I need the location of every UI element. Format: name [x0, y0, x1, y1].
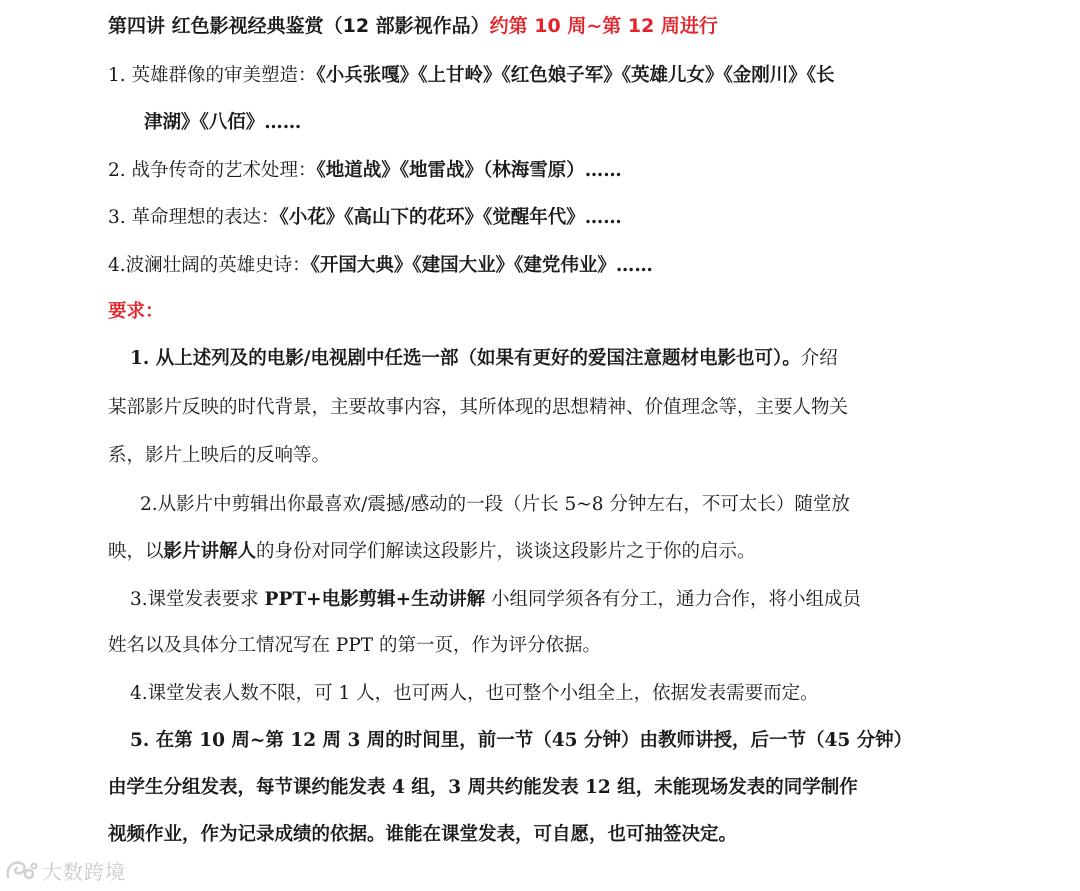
requirement-1-line-3: 系，影片上映后的反响等。 — [108, 445, 331, 466]
requirement-2-bold: 影片讲解人 — [163, 541, 257, 562]
list-item-1 — [108, 63, 835, 89]
list-item-3-label: 3. 革命理想的表达： — [108, 207, 280, 228]
requirement-2-pre: 映，以 — [108, 541, 164, 562]
list-item-1-continued: 津湖》《八佰》…… — [144, 112, 302, 133]
requirements-heading: 要求： — [108, 301, 164, 322]
watermark-logo-icon — [4, 857, 38, 883]
list-item-1-label: 1. 英雄群像的审美塑造： — [108, 65, 317, 86]
requirement-2-post: 的身份对同学们解读这段影片，谈谈这段影片之于你的启示。 — [256, 541, 756, 562]
lecture-schedule: 约第 10 周~第 12 周进行 — [489, 15, 718, 37]
requirement-3-bold: PPT+电影剪辑+生动讲解 — [264, 589, 486, 610]
requirement-1-tail: 介绍 — [800, 348, 838, 369]
requirement-2: 2.从影片中剪辑出你最喜欢/震撼/感动的一段（片长 5~8 分钟左右，不可太长）随堂放 — [140, 494, 850, 515]
requirement-1-bold: 1. 从上述列及的电影/电视剧中任选一部（如果有更好的爱国注意题材电影也可）。 — [130, 348, 801, 369]
lecture-title — [108, 13, 718, 39]
watermark-text: 大数跨境 — [42, 859, 126, 884]
requirement-4: 4.课堂发表人数不限，可 1 人，也可两人，也可整个小组全上，依据发表需要而定。 — [130, 683, 819, 704]
requirement-1-line-2: 某部影片反映的时代背景，主要故事内容，其所体现的思想精神、价值理念等，主要人物关 — [108, 397, 849, 418]
requirement-5: 5. 在第 10 周~第 12 周 3 周的时间里，前一节（45 分钟）由教师讲授，后一节（45 分钟） — [130, 730, 913, 751]
list-item-4-films: 《开国大典》《建国大业》《建党伟业》…… — [310, 255, 653, 276]
requirement-3-post: 小组同学须各有分工，通力合作，将小组成员 — [485, 589, 862, 610]
requirement-3-pre: 3.课堂发表要求 — [130, 589, 265, 610]
list-item-3-films: 《小花》《高山下的花环》《觉醒年代》…… — [279, 207, 622, 228]
list-item-2-films: 《地道战》《地雷战》（林海雪原）…… — [316, 160, 622, 181]
list-item-4 — [108, 253, 653, 279]
requirement-5-line-2: 由学生分组发表，每节课约能发表 4 组，3 周共约能发表 12 组，未能现场发表的同学制作 — [108, 777, 858, 798]
list-item-2 — [108, 158, 622, 184]
list-item-4-label: 4.波澜壮阔的英雄史诗： — [108, 255, 311, 276]
requirement-3 — [130, 587, 861, 613]
requirement-5-line-3: 视频作业，作为记录成绩的依据。谁能在课堂发表，可自愿，也可抽签决定。 — [108, 824, 738, 845]
requirement-1 — [130, 346, 838, 372]
requirement-3-line-2: 姓名以及具体分工情况写在 PPT 的第一页，作为评分依据。 — [108, 635, 601, 656]
list-item-3 — [108, 205, 622, 231]
list-item-2-label: 2. 战争传奇的艺术处理： — [108, 160, 317, 181]
lecture-title-main: 第四讲 红色影视经典鉴赏（12 部影视作品） — [108, 15, 490, 37]
list-item-1-films: 《小兵张嘎》《上甘岭》《红色娘子军》《英雄儿女》《金刚川》《长 — [316, 65, 835, 86]
watermark — [4, 854, 126, 886]
requirement-2-line-2 — [108, 539, 756, 565]
